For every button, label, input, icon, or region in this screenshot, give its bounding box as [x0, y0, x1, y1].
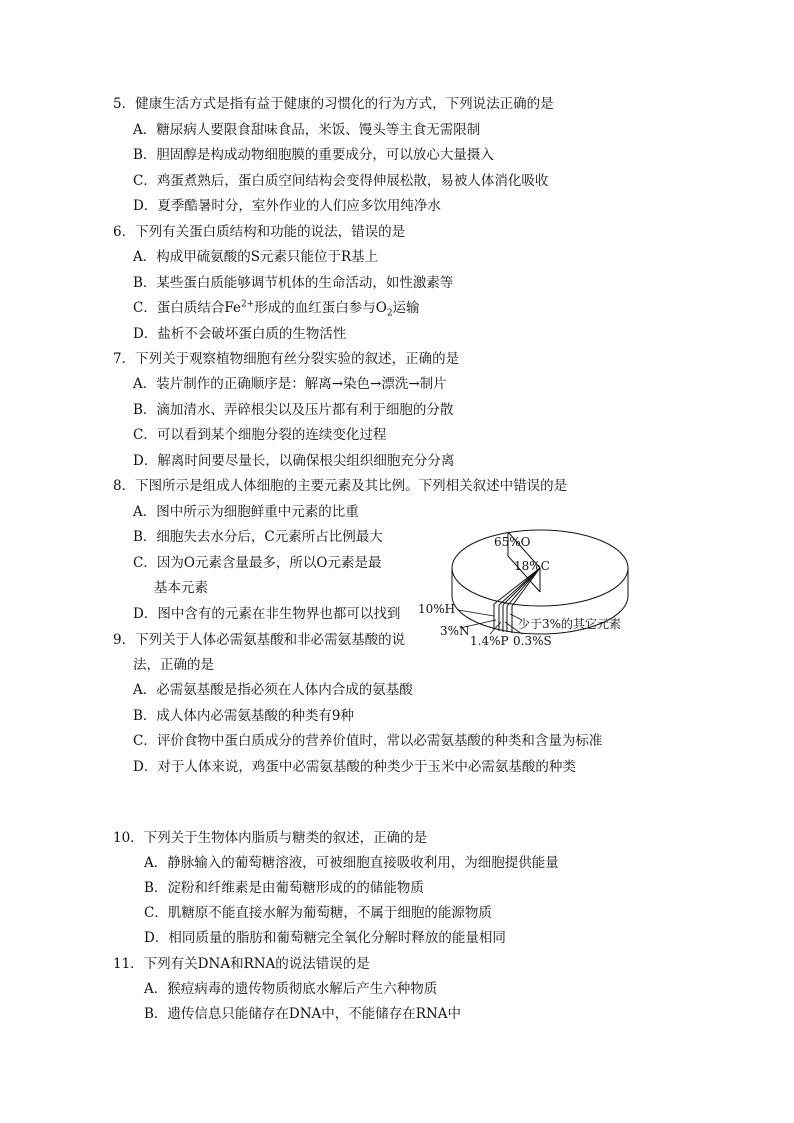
q8-stem: 8．下图所示是组成人体细胞的主要元素及其比例。下列相关叙述中错误的是: [113, 478, 568, 494]
oxygen-subscript: 2: [386, 308, 393, 319]
q6-option-c: [133, 298, 420, 318]
q7-option-a: A．装片制作的正确顺序是：解离→染色→漂洗→制片: [133, 376, 447, 392]
label-n: 3%N: [440, 624, 470, 638]
element-pie-chart: [410, 510, 650, 650]
q7-stem: 7．下列关于观察植物细胞有丝分裂实验的叙述，正确的是: [113, 351, 460, 367]
q9-option-c: C．评价食物中蛋白质成分的营养价值时，常以必需氨基酸的种类和含量为标准: [133, 733, 603, 749]
q5-option-a: A．糖尿病人要限食甜味食品，米饭、馒头等主食无需限制: [133, 122, 481, 138]
label-other: 少于3%的其它元素: [518, 617, 622, 631]
q5-option-b: B．胆固醇是构成动物细胞膜的重要成分，可以放心大量摄入: [133, 147, 494, 163]
q5-stem: 5．健康生活方式是指有益于健康的习惯化的行为方式，下列说法正确的是: [113, 96, 554, 112]
q5-option-d: D．夏季酷暑时分，室外作业的人们应多饮用纯净水: [133, 198, 441, 214]
q6-option-a: A．构成甲硫氨酸的S元素只能位于R基上: [133, 249, 379, 265]
q8-option-a: A．图中所示为细胞鲜重中元素的比重: [133, 504, 359, 520]
q10-option-b: B．淀粉和纤维素是由葡萄糖形成的的储能物质: [144, 880, 424, 896]
label-c: 18%C: [514, 559, 550, 573]
q7-option-b: B．滴加清水、弄碎根尖以及压片都有利于细胞的分散: [133, 402, 454, 418]
q11-option-a: A．猴痘病毒的遗传物质彻底水解后产生六种物质: [144, 981, 438, 997]
label-h: 10%H: [418, 602, 456, 616]
q8-option-c: C．因为O元素含量最多，所以O元素是最: [133, 555, 382, 571]
q9-stem-line2: 法，正确的是: [133, 657, 214, 673]
q9-stem-line1: 9．下列关于人体必需氨基酸和非必需氨基酸的说: [113, 632, 406, 648]
q10-option-a: A．静脉输入的葡萄糖溶液，可被细胞直接吸收利用，为细胞提供能量: [144, 855, 559, 871]
q6-option-c-text-2: 形成的血红蛋白参与O: [254, 300, 387, 316]
q7-option-c: C．可以看到某个细胞分裂的连续变化过程: [133, 427, 387, 443]
q9-option-b: B．成人体内必需氨基酸的种类有9种: [133, 708, 355, 724]
q8-option-d: D．图中含有的元素在非生物界也都可以找到: [133, 606, 401, 622]
q8-option-c-cont: 基本元素: [154, 580, 208, 596]
label-s: 0.3%S: [513, 634, 552, 648]
q11-option-b: B．遗传信息只能储存在DNA中，不能储存在RNA中: [144, 1006, 462, 1022]
label-p: 1.4%P: [470, 634, 509, 648]
label-o: 65%O: [494, 535, 531, 549]
q11-stem: 11．下列有关DNA和RNA的说法错误的是: [113, 956, 370, 972]
q5-option-c: C．鸡蛋煮熟后，蛋白质空间结构会变得伸展松散，易被人体消化吸收: [133, 173, 549, 189]
q10-option-c: C．肌糖原不能直接水解为葡萄糖，不属于细胞的能源物质: [144, 905, 492, 921]
iron-charge: 2+: [240, 299, 255, 310]
q6-option-c-text-1: C．蛋白质结合Fe: [133, 300, 241, 316]
q6-option-d: D．盐析不会破坏蛋白质的生物活性: [133, 326, 347, 342]
q8-option-b: B．细胞失去水分后，C元素所占比例最大: [133, 529, 383, 545]
q9-option-a: A．必需氨基酸是指必须在人体内合成的氨基酸: [133, 682, 413, 698]
q9-option-d: D．对于人体来说，鸡蛋中必需氨基酸的种类少于玉米中必需氨基酸的种类: [133, 759, 576, 775]
q10-stem: 10．下列关于生物体内脂质与糖类的叙述，正确的是: [113, 830, 428, 846]
q6-option-b: B．某些蛋白质能够调节机体的生命活动，如性激素等: [133, 275, 454, 291]
q6-option-c-text-3: 运输: [392, 300, 420, 316]
q6-stem: 6．下列有关蛋白质结构和功能的说法，错误的是: [113, 224, 406, 240]
q10-option-d: D．相同质量的脂肪和葡萄糖完全氧化分解时释放的能量相同: [144, 930, 506, 946]
q7-option-d: D．解离时间要尽量长，以确保根尖组织细胞充分分离: [133, 453, 455, 469]
